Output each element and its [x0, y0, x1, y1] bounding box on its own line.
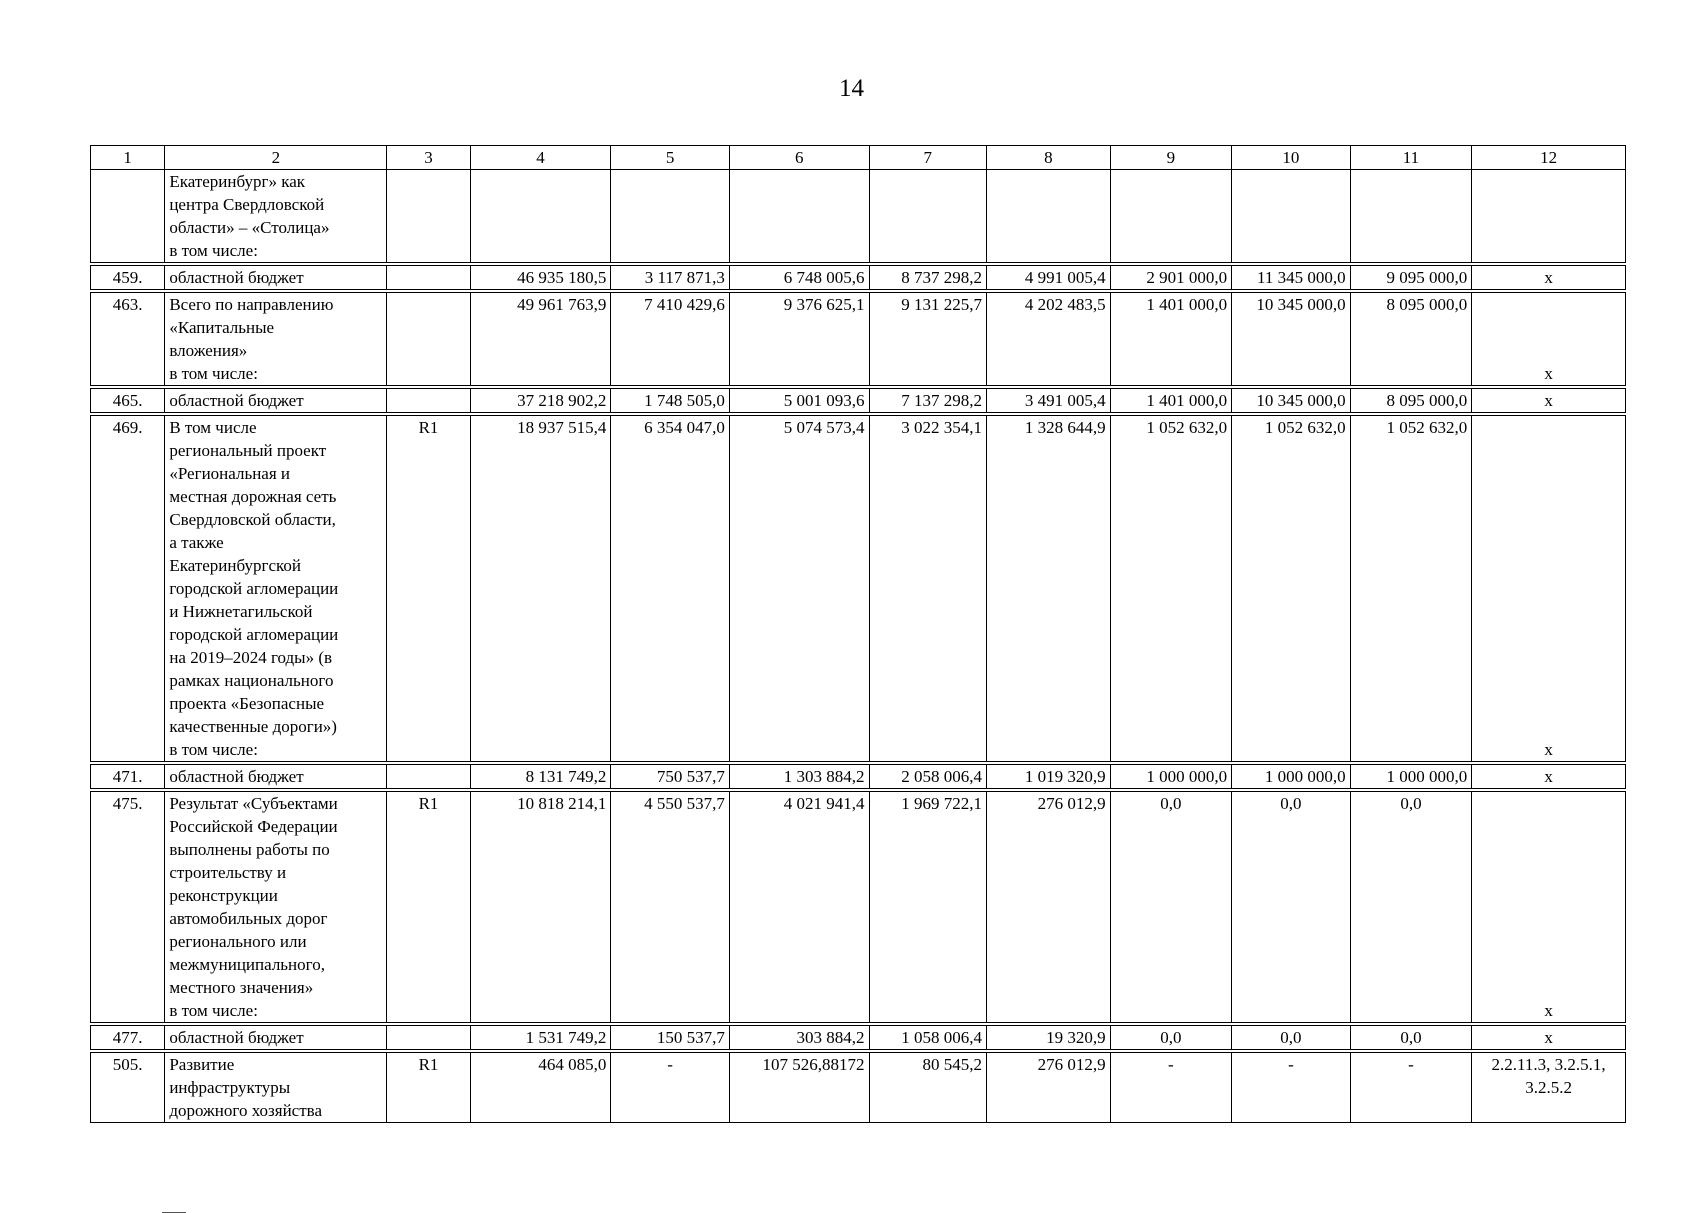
target-line: x [1544, 1028, 1553, 1047]
target-line: x [1544, 1001, 1553, 1020]
value-col-4 [470, 170, 611, 263]
description-line: качественные дороги») [169, 717, 337, 736]
row-target [1472, 765, 1626, 789]
column-header-8: 8 [987, 146, 1111, 170]
value-col-7: 9 131 225,7 [869, 293, 987, 386]
value-col-8: 1 019 320,9 [987, 765, 1111, 789]
table-row [91, 170, 1626, 263]
description-line: межмуниципального, [169, 955, 325, 974]
target-line: x [1544, 364, 1553, 383]
row-target [1472, 293, 1626, 386]
description-line: городской агломерации [169, 579, 339, 598]
target-line: x [1544, 391, 1553, 410]
row-description [165, 170, 387, 263]
description-line: региональный проект [169, 441, 327, 460]
column-header-6: 6 [729, 146, 869, 170]
row-number: 477. [91, 1026, 165, 1050]
value-col-7: 8 737 298,2 [869, 266, 987, 290]
value-col-5: 1 748 505,0 [611, 389, 730, 413]
value-col-7: 7 137 298,2 [869, 389, 987, 413]
table-row [91, 765, 1626, 789]
value-col-6: 5 001 093,6 [729, 389, 869, 413]
page-number: 14 [839, 75, 864, 102]
value-col-10: 1 000 000,0 [1232, 765, 1351, 789]
description-line: «Капитальные [169, 318, 275, 337]
value-col-6: 107 526,88172 [729, 1053, 869, 1123]
description-line: рамках национального [169, 671, 334, 690]
value-col-10: 10 345 000,0 [1232, 293, 1351, 386]
row-code: R1 [387, 416, 470, 762]
description-line: областной бюджет [169, 767, 304, 786]
value-col-7: 3 022 354,1 [869, 416, 987, 762]
value-col-9: 1 052 632,0 [1110, 416, 1232, 762]
value-col-5: 750 537,7 [611, 765, 730, 789]
value-col-6: 4 021 941,4 [729, 792, 869, 1023]
description-line: областной бюджет [169, 268, 304, 287]
value-col-8: 4 202 483,5 [987, 293, 1111, 386]
row-target [1472, 792, 1626, 1023]
description-line: автомобильных дорог [169, 909, 328, 928]
description-line: «Региональная и [169, 464, 291, 483]
row-description [165, 416, 387, 762]
column-header-12: 12 [1472, 146, 1626, 170]
value-col-10 [1232, 170, 1351, 263]
description-line: проекта «Безопасные [169, 694, 325, 713]
row-description [165, 792, 387, 1023]
description-line: областной бюджет [169, 1028, 304, 1047]
row-number: 505. [91, 1053, 165, 1123]
value-col-10: - [1232, 1053, 1351, 1123]
table-row [91, 1053, 1626, 1123]
value-col-4: 1 531 749,2 [470, 1026, 611, 1050]
target-line: x [1544, 767, 1553, 786]
value-col-5: 3 117 871,3 [611, 266, 730, 290]
row-target [1472, 170, 1626, 263]
value-col-9: 0,0 [1110, 1026, 1232, 1050]
row-description [165, 389, 387, 413]
value-col-8: 19 320,9 [987, 1026, 1111, 1050]
row-description [165, 765, 387, 789]
table-row [91, 389, 1626, 413]
row-code [387, 1026, 470, 1050]
value-col-8: 3 491 005,4 [987, 389, 1111, 413]
row-target [1472, 1053, 1626, 1123]
row-target [1472, 266, 1626, 290]
table-row [91, 792, 1626, 1023]
value-col-9: 0,0 [1110, 792, 1232, 1023]
value-col-5: 7 410 429,6 [611, 293, 730, 386]
column-header-11: 11 [1350, 146, 1472, 170]
table-row [91, 293, 1626, 386]
value-col-9 [1110, 170, 1232, 263]
description-line: дорожного хозяйства [169, 1101, 323, 1120]
description-line: центра Свердловской [169, 195, 325, 214]
column-header-4: 4 [470, 146, 611, 170]
value-col-4: 49 961 763,9 [470, 293, 611, 386]
value-col-4: 46 935 180,5 [470, 266, 611, 290]
row-target [1472, 416, 1626, 762]
value-col-8 [987, 170, 1111, 263]
target-line: x [1544, 740, 1553, 759]
value-col-11: 1 052 632,0 [1350, 416, 1472, 762]
target-line: 3.2.5.2 [1525, 1078, 1572, 1097]
description-line: областной бюджет [169, 391, 304, 410]
column-header-5: 5 [611, 146, 730, 170]
value-col-8: 276 012,9 [987, 1053, 1111, 1123]
column-header-2: 2 [165, 146, 387, 170]
value-col-7: 2 058 006,4 [869, 765, 987, 789]
table-row [91, 1026, 1626, 1050]
row-description [165, 1053, 387, 1123]
value-col-10: 11 345 000,0 [1232, 266, 1351, 290]
description-line: В том числе [169, 418, 257, 437]
value-col-11: 8 095 000,0 [1350, 389, 1472, 413]
target-line: 2.2.11.3, 3.2.5.1, [1491, 1055, 1606, 1074]
description-line: в том числе: [169, 1001, 258, 1020]
value-col-8: 4 991 005,4 [987, 266, 1111, 290]
value-col-7: 1 969 722,1 [869, 792, 987, 1023]
value-col-6: 6 748 005,6 [729, 266, 869, 290]
row-number: 463. [91, 293, 165, 386]
target-line: x [1544, 268, 1553, 287]
value-col-11 [1350, 170, 1472, 263]
row-number: 469. [91, 416, 165, 762]
row-target [1472, 1026, 1626, 1050]
description-line: местная дорожная сеть [169, 487, 337, 506]
value-col-4: 18 937 515,4 [470, 416, 611, 762]
description-line: Результат «Субъектами [169, 794, 338, 813]
value-col-11: - [1350, 1053, 1472, 1123]
value-col-6: 1 303 884,2 [729, 765, 869, 789]
column-header-10: 10 [1232, 146, 1351, 170]
row-code [387, 170, 470, 263]
value-col-9: 1 000 000,0 [1110, 765, 1232, 789]
value-col-9: - [1110, 1053, 1232, 1123]
description-line: области» – «Столица» [169, 218, 330, 237]
row-number [91, 170, 165, 263]
description-line: Свердловской области, [169, 510, 336, 529]
row-description [165, 266, 387, 290]
description-line: Екатеринбургской [169, 556, 302, 575]
description-line: в том числе: [169, 740, 258, 759]
value-col-6: 5 074 573,4 [729, 416, 869, 762]
column-header-1: 1 [91, 146, 165, 170]
row-description [165, 293, 387, 386]
value-col-11: 0,0 [1350, 1026, 1472, 1050]
description-line: а также [169, 533, 224, 552]
value-col-4: 464 085,0 [470, 1053, 611, 1123]
column-header-7: 7 [869, 146, 987, 170]
description-line: городской агломерации [169, 625, 339, 644]
value-col-11: 9 095 000,0 [1350, 266, 1472, 290]
column-number-row [91, 146, 1626, 170]
value-col-7: 80 545,2 [869, 1053, 987, 1123]
row-code: R1 [387, 1053, 470, 1123]
description-line: вложения» [169, 341, 248, 360]
row-description [165, 1026, 387, 1050]
description-line: в том числе: [169, 364, 258, 383]
value-col-9: 1 401 000,0 [1110, 293, 1232, 386]
value-col-10: 0,0 [1232, 792, 1351, 1023]
value-col-5: 150 537,7 [611, 1026, 730, 1050]
value-col-9: 1 401 000,0 [1110, 389, 1232, 413]
column-header-3: 3 [387, 146, 470, 170]
value-col-8: 276 012,9 [987, 792, 1111, 1023]
value-col-5 [611, 170, 730, 263]
value-col-10: 10 345 000,0 [1232, 389, 1351, 413]
value-col-11: 0,0 [1350, 792, 1472, 1023]
description-line: Всего по направлению [169, 295, 334, 314]
value-col-11: 1 000 000,0 [1350, 765, 1472, 789]
value-col-7 [869, 170, 987, 263]
value-col-5: 6 354 047,0 [611, 416, 730, 762]
row-code: R1 [387, 792, 470, 1023]
value-col-4: 37 218 902,2 [470, 389, 611, 413]
description-line: выполнены работы по [169, 840, 330, 859]
table-row [91, 416, 1626, 762]
value-col-5: 4 550 537,7 [611, 792, 730, 1023]
row-code [387, 389, 470, 413]
value-col-4: 8 131 749,2 [470, 765, 611, 789]
value-col-8: 1 328 644,9 [987, 416, 1111, 762]
description-line: и Нижнетагильской [169, 602, 313, 621]
row-code [387, 293, 470, 386]
description-line: Екатеринбург» как [169, 172, 306, 191]
row-number: 459. [91, 266, 165, 290]
value-col-4: 10 818 214,1 [470, 792, 611, 1023]
description-line: регионального или [169, 932, 307, 951]
value-col-6: 9 376 625,1 [729, 293, 869, 386]
row-number: 475. [91, 792, 165, 1023]
value-col-10: 1 052 632,0 [1232, 416, 1351, 762]
value-col-7: 1 058 006,4 [869, 1026, 987, 1050]
row-code [387, 266, 470, 290]
value-col-5: - [611, 1053, 730, 1123]
budget-table [90, 145, 1626, 1123]
description-line: в том числе: [169, 241, 258, 260]
row-target [1472, 389, 1626, 413]
description-line: реконструкции [169, 886, 278, 905]
description-line: местного значения» [169, 978, 314, 997]
value-col-11: 8 095 000,0 [1350, 293, 1472, 386]
value-col-10: 0,0 [1232, 1026, 1351, 1050]
row-number: 465. [91, 389, 165, 413]
description-line: на 2019–2024 годы» (в [169, 648, 333, 667]
column-header-9: 9 [1110, 146, 1232, 170]
description-line: инфраструктуры [169, 1078, 291, 1097]
value-col-6 [729, 170, 869, 263]
description-line: строительству и [169, 863, 287, 882]
value-col-6: 303 884,2 [729, 1026, 869, 1050]
table-row [91, 266, 1626, 290]
description-line: Развитие [169, 1055, 235, 1074]
row-number: 471. [91, 765, 165, 789]
description-line: Российской Федерации [169, 817, 338, 836]
value-col-9: 2 901 000,0 [1110, 266, 1232, 290]
row-code [387, 765, 470, 789]
